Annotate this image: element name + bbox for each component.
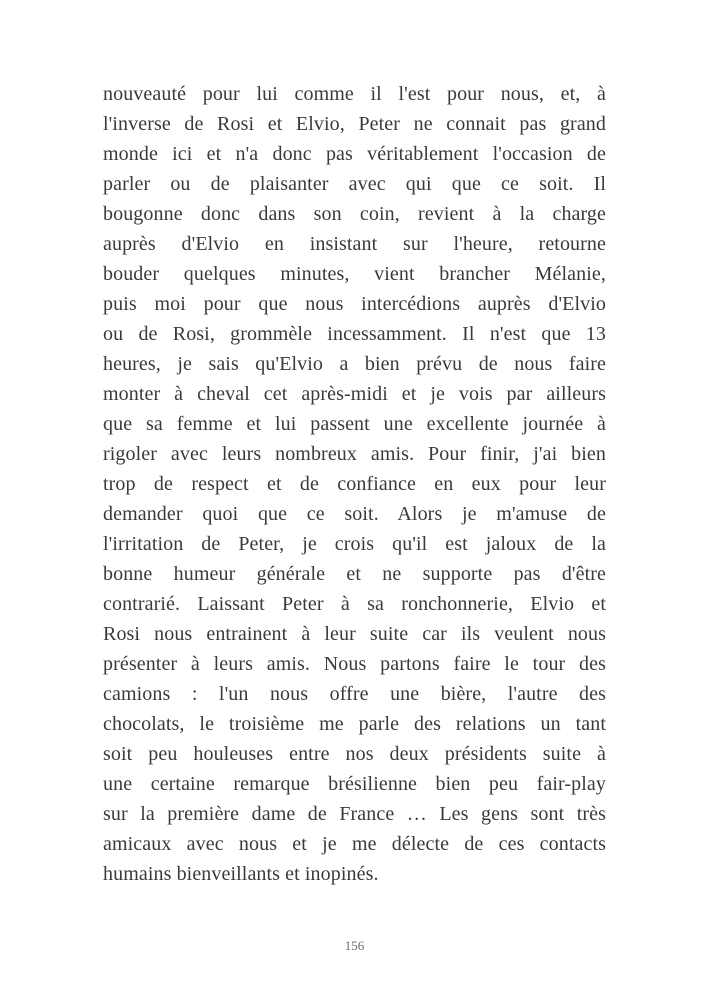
text-line: soit peu houleuses entre nos deux présidents suite à (103, 743, 606, 765)
text-line: l'irritation de Peter, je crois qu'il est jaloux de la (103, 533, 606, 555)
text-line: demander quoi que ce soit. Alors je m'amuse de (103, 503, 606, 525)
text-line: bouder quelques minutes, vient brancher Mélanie, (103, 263, 606, 285)
text-line: Rosi nous entrainent à leur suite car ils veulent nous (103, 623, 606, 645)
text-line: trop de respect et de confiance en eux pour leur (103, 473, 606, 495)
text-line: bonne humeur générale et ne supporte pas d'être (103, 563, 606, 585)
text-line: rigoler avec leurs nombreux amis. Pour finir, j'ai bien (103, 443, 606, 465)
text-line: auprès d'Elvio en insistant sur l'heure, retourne (103, 233, 606, 255)
text-line: camions : l'un nous offre une bière, l'autre des (103, 683, 606, 705)
text-line: heures, je sais qu'Elvio a bien prévu de nous faire (103, 353, 606, 375)
text-line: parler ou de plaisanter avec qui que ce soit. Il (103, 173, 606, 195)
paragraph (103, 79, 606, 889)
text-line: bougonne donc dans son coin, revient à la charge (103, 203, 606, 225)
text-line: humains bienveillants et inopinés. (103, 863, 379, 885)
text-line: que sa femme et lui passent une excellente journée à (103, 413, 606, 435)
text-line: ou de Rosi, grommèle incessamment. Il n'est que 13 (103, 323, 606, 345)
text-line: l'inverse de Rosi et Elvio, Peter ne connait pas grand (103, 113, 606, 135)
text-line: monter à cheval cet après-midi et je vois par ailleurs (103, 383, 606, 405)
text-line: contrarié. Laissant Peter à sa ronchonnerie, Elvio et (103, 593, 606, 615)
text-line: une certaine remarque brésilienne bien peu fair-play (103, 773, 606, 795)
text-line: présenter à leurs amis. Nous partons faire le tour des (103, 653, 606, 675)
page-number: 156 (344, 938, 365, 953)
text-line: chocolats, le troisième me parle des relations un tant (103, 713, 606, 735)
text-line: monde ici et n'a donc pas véritablement l'occasion de (103, 143, 606, 165)
text-line: amicaux avec nous et je me délecte de ces contacts (103, 833, 606, 855)
text-line: puis moi pour que nous intercédions auprès d'Elvio (103, 293, 606, 315)
text-line: nouveauté pour lui comme il l'est pour nous, et, à (103, 83, 606, 105)
text-line: sur la première dame de France … Les gens sont très (103, 803, 606, 825)
